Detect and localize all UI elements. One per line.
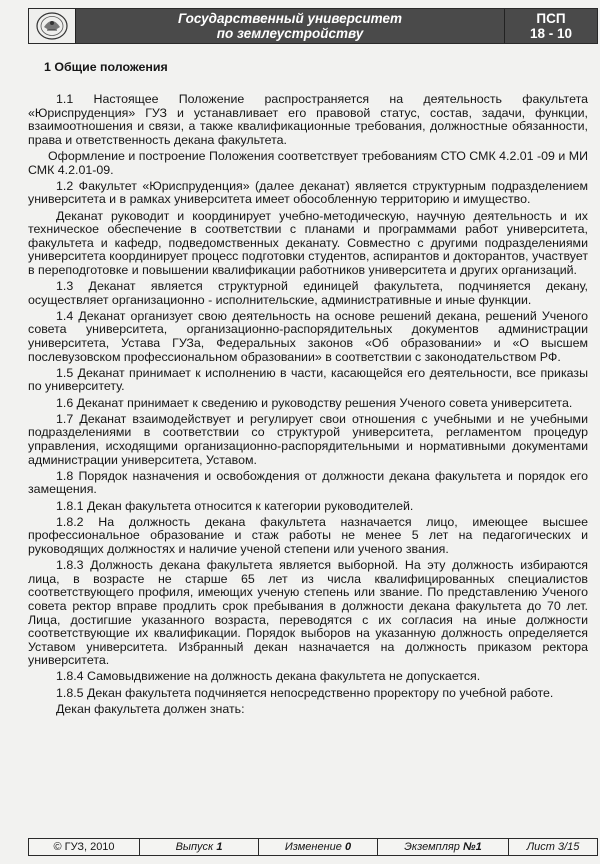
footer-sheet: [509, 839, 597, 855]
footer-copy-value: №1: [462, 841, 482, 853]
paragraph-1-8-1: 1.8.1 Декан факультета относится к категории руководителей.: [56, 498, 414, 513]
paragraph-1-3: 1.3 Деканат является структурной единицей факультета, подчиняется декану, осуществляет организационно - исполнительские, административные и иные функции.: [28, 279, 588, 307]
header-title-line1: Государственный университет: [177, 11, 403, 26]
paragraph-1-8-2: 1.8.2 На должность декана факультета назначается лицо, имеющее высшее профессиональное образование и стаж работы не менее 5 лет на педагогических и руководящих должностях и наличие ученой степени или ученого звания.: [28, 514, 588, 556]
footer-copy-number: [378, 839, 509, 855]
section-heading: 1 Общие положения: [44, 60, 168, 74]
paragraph-1-6: 1.6 Деканат принимает к сведению и руководству решения Ученого совета университета.: [56, 395, 573, 410]
paragraph-dean-must-know: Декан факультета должен знать:: [56, 701, 245, 716]
footer-sheet-label: Лист: [526, 841, 555, 853]
paragraph-format: Оформление и построение Положения соответствует требованиям СТО СМК 4.2.01 -09 и МИ СМК 4.2.01-09.: [28, 148, 588, 177]
footer-change-label: Изменение: [284, 841, 342, 853]
footer-copy-label: Экземпляр: [404, 841, 460, 853]
footer-change: [259, 839, 378, 855]
paragraph-1-1: 1.1 Настоящее Положение распространяется на деятельность факультета «Юриспруденция» ГУЗ и устанавливает его правовой статус, состав, задачи, функции, взаимоотношения и связи, а также квалификационные требования, должностные обязанности, права и ответственность декана факультета.: [28, 92, 588, 147]
paragraph-1-8: 1.8 Порядок назначения и освобождения от должности декана факультета и порядок его замещения.: [28, 468, 588, 497]
header-title-line2: по землеустройству: [216, 26, 364, 41]
document-footer: [28, 838, 598, 856]
paragraph-1-8-4: 1.8.4 Самовыдвижение на должность декана факультета не допускается.: [56, 669, 481, 684]
paragraph-deanery-role: Деканат руководит и координирует учебно-методическую, научную деятельность и их техническое обеспечение в соответствии с планами и программами работ университета, факультета и кафедр, подведомственных деканату. Совместно с другими подразделениями университета координирует процесс подготовки студентов, аспирантов и докторантов, участвует в переподготовке и повышении квалификации работников университета и других организаций.: [28, 208, 588, 277]
document-code-line1: ПСП: [536, 11, 566, 26]
paragraph-1-8-3: 1.8.3 Должность декана факультета является выборной. На эту должность избираются лица, в возрасте не старше 65 лет из числа квалифицированных специалистов соответствующего профиля, имеющих ученую степень или звание. По представлению Ученого совета ректор вправе продлить срок пребывания в должности декана факультета до 70 лет. Лица, достигшие указанного возраста, переводятся с их согласия на иные должности соответствующие их квалификации. Порядок выборов на указанную должность определяется Уставом университета. Избранный декан назначается на должность приказом ректора университета.: [28, 558, 588, 668]
footer-change-value: 0: [344, 841, 352, 853]
footer-issue-label: Выпуск: [175, 841, 214, 853]
university-emblem-icon: [29, 9, 76, 43]
paragraph-1-8-5: 1.8.5 Декан факультета подчиняется непосредственно проректору по учебной работе.: [56, 685, 554, 700]
footer-issue: [140, 839, 259, 855]
footer-issue-value: 1: [216, 841, 223, 853]
footer-sheet-value: 3/15: [557, 841, 580, 853]
paragraph-1-4: 1.4 Деканат организует свою деятельность на основе решений декана, решений Ученого совета университета, организационно-распорядительных документов администрации университета, Устава ГУЗа, Федеральных законов «Об образовании» и «О высшем послевузовском профессиональном образовании» в соответствии с законодательством РФ.: [28, 308, 588, 364]
paragraph-1-5: 1.5 Деканат принимает к исполнению в части, касающейся его деятельности, все приказы по университету.: [28, 365, 588, 394]
document-body: [28, 60, 588, 719]
paragraph-1-2: 1.2 Факультет «Юриспруденция» (далее деканат) является структурным подразделением университета и в рамках университета имеет обособленную территорию и имущество.: [28, 178, 588, 207]
footer-copyright: © ГУЗ, 2010: [29, 839, 140, 855]
paragraph-1-7: 1.7 Деканат взаимодействует и регулирует свои отношения с учебными и не учебными подразделениями в соответствии со структурой университета, регламентом процедур управления, исходящими организационно-распорядительными и нормативными документами администрации университета, Уставом.: [28, 411, 588, 467]
document-code-line2: 18 - 10: [529, 26, 573, 41]
header-title: [76, 9, 505, 43]
document-header: [28, 8, 598, 44]
document-code: [505, 9, 597, 43]
